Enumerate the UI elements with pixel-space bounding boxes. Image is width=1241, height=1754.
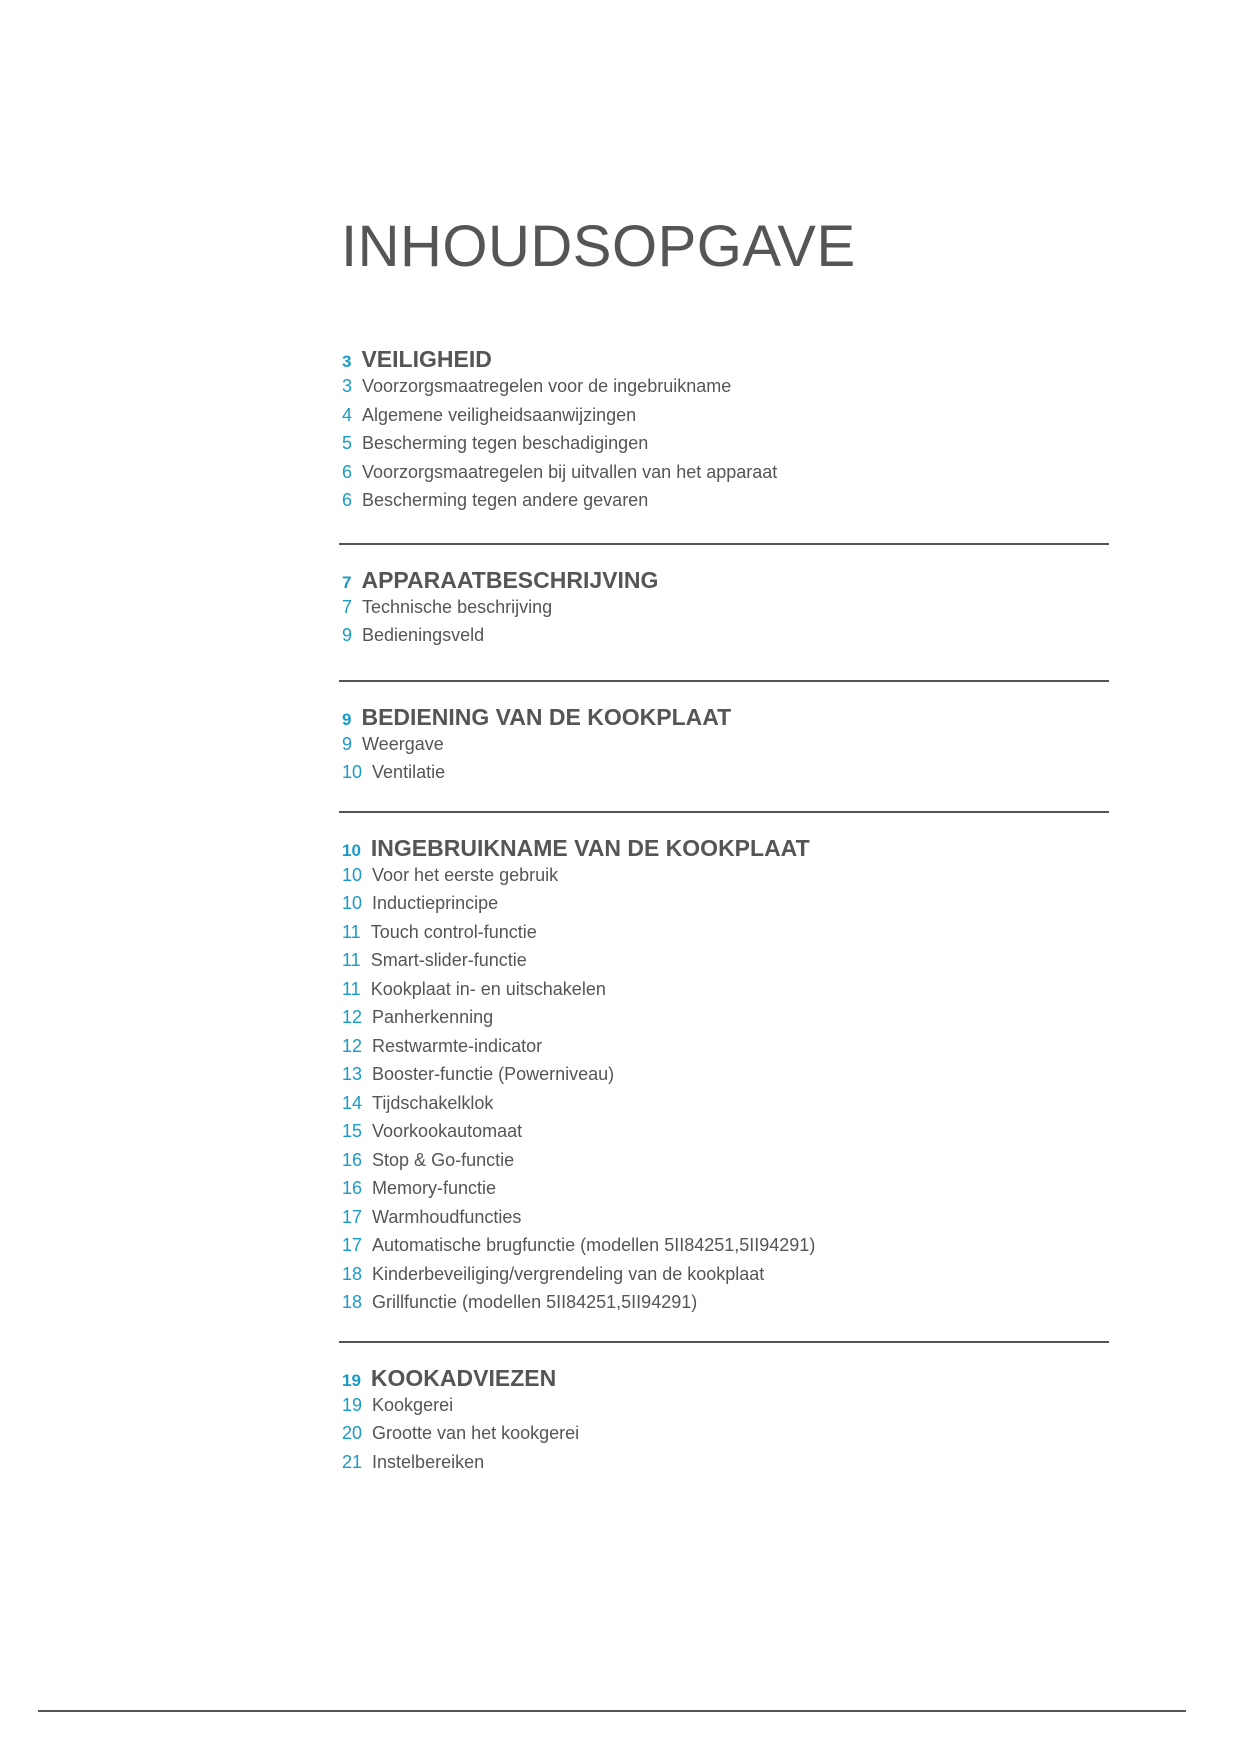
entry-label: Bescherming tegen beschadigingen	[362, 433, 649, 453]
entry-label: Weergave	[362, 733, 444, 754]
entry-page-number: 9	[342, 625, 353, 645]
toc-entry[interactable]	[339, 1292, 1109, 1321]
entry-label: Algemene veiligheidsaanwijzingen	[362, 404, 637, 425]
toc-entry[interactable]	[339, 597, 1109, 626]
entry-label: Stop & Go-functie	[372, 1149, 515, 1170]
toc-entry[interactable]	[339, 950, 1109, 979]
toc-entry[interactable]	[339, 490, 1109, 519]
toc-section-apparaatbeschrijving	[339, 567, 1109, 654]
toc-entry[interactable]	[339, 1395, 1109, 1424]
section-header[interactable]	[339, 567, 1109, 597]
toc-entry[interactable]	[339, 1093, 1109, 1122]
toc-entry[interactable]	[339, 1036, 1109, 1065]
entry-page-number: 10	[342, 864, 363, 885]
entry-label: Kookplaat in- en uitschakelen	[370, 978, 606, 999]
section-header[interactable]	[339, 1365, 1109, 1395]
entry-label: Instelbereiken	[372, 1451, 485, 1472]
toc-section-veiligheid	[339, 346, 1109, 519]
table-of-contents	[339, 346, 1109, 1480]
entry-label: Bedieningsveld	[362, 625, 485, 645]
entry-label: Kookgerei	[372, 1394, 454, 1415]
toc-entry[interactable]	[339, 1121, 1109, 1150]
section-page-number: 3	[342, 352, 352, 371]
section-page-number: 9	[342, 709, 352, 729]
toc-entry[interactable]	[339, 762, 1109, 791]
section-divider	[339, 1341, 1109, 1343]
toc-entry[interactable]	[339, 1452, 1109, 1481]
entry-page-number: 10	[342, 762, 363, 782]
entry-label: Voorzorgsmaatregelen bij uitvallen van het apparaat	[362, 461, 778, 482]
entry-label: Warmhoudfuncties	[372, 1206, 522, 1227]
entry-page-number: 17	[342, 1235, 363, 1255]
toc-entry[interactable]	[339, 1150, 1109, 1179]
entry-label: Kinderbeveiliging/vergrendeling van de kookplaat	[372, 1263, 765, 1284]
entry-label: Technische beschrijving	[362, 596, 553, 617]
section-title: APPARAATBESCHRIJVING	[361, 566, 659, 593]
entry-page-number: 18	[342, 1292, 363, 1312]
toc-entry[interactable]	[339, 1423, 1109, 1452]
toc-section-kookadviezen	[339, 1365, 1109, 1481]
entry-label: Tijdschakelklok	[372, 1092, 494, 1113]
toc-entry[interactable]	[339, 376, 1109, 405]
entry-label: Voor het eerste gebruik	[372, 864, 559, 885]
entry-page-number: 16	[342, 1178, 363, 1198]
section-page-number: 7	[342, 572, 352, 592]
entry-label: Voorzorgsmaatregelen voor de ingebruikname	[362, 376, 732, 396]
section-divider	[339, 543, 1109, 545]
entry-page-number: 16	[342, 1149, 363, 1170]
entry-label: Bescherming tegen andere gevaren	[362, 490, 649, 510]
toc-entry[interactable]	[339, 1264, 1109, 1293]
entry-page-number: 12	[342, 1007, 363, 1027]
section-title: VEILIGHEID	[361, 346, 492, 372]
section-header[interactable]	[339, 835, 1109, 865]
section-title: INGEBRUIKNAME VAN DE KOOKPLAAT	[370, 834, 810, 861]
entry-label: Grillfunctie (modellen 5II84251,5II94291)	[372, 1292, 698, 1312]
toc-entry[interactable]	[339, 1064, 1109, 1093]
entry-page-number: 19	[342, 1394, 363, 1415]
entry-label: Ventilatie	[372, 762, 446, 782]
toc-section-bediening	[339, 704, 1109, 791]
entry-label: Booster-functie (Powerniveau)	[372, 1064, 615, 1084]
toc-entry[interactable]	[339, 462, 1109, 491]
entry-label: Touch control-functie	[370, 921, 537, 942]
entry-label: Restwarmte-indicator	[372, 1035, 543, 1056]
toc-entry[interactable]	[339, 734, 1109, 763]
section-header[interactable]	[339, 704, 1109, 734]
toc-entry[interactable]	[339, 625, 1109, 654]
section-page-number: 19	[342, 1370, 361, 1390]
toc-entry[interactable]	[339, 1207, 1109, 1236]
toc-entry[interactable]	[339, 979, 1109, 1008]
entry-page-number: 3	[342, 376, 353, 396]
entry-page-number: 18	[342, 1263, 363, 1284]
entry-label: Automatische brugfunctie (modellen 5II84251,5II94291)	[372, 1235, 816, 1255]
entry-page-number: 14	[342, 1092, 363, 1113]
entry-page-number: 11	[342, 978, 361, 999]
entry-page-number: 10	[342, 893, 363, 913]
entry-label: Panherkenning	[372, 1007, 494, 1027]
toc-entry[interactable]	[339, 1235, 1109, 1264]
entry-page-number: 5	[342, 433, 353, 453]
entry-label: Voorkookautomaat	[372, 1121, 523, 1141]
toc-entry[interactable]	[339, 1007, 1109, 1036]
toc-section-ingebruikname	[339, 835, 1109, 1321]
toc-entry[interactable]	[339, 922, 1109, 951]
section-divider	[339, 811, 1109, 813]
section-title: BEDIENING VAN DE KOOKPLAAT	[361, 703, 732, 730]
entry-page-number: 4	[342, 404, 353, 425]
section-divider	[339, 680, 1109, 682]
entry-page-number: 6	[342, 461, 353, 482]
entry-page-number: 11	[342, 950, 361, 970]
entry-label: Grootte van het kookgerei	[372, 1423, 580, 1443]
entry-page-number: 20	[342, 1423, 363, 1443]
entry-page-number: 15	[342, 1121, 363, 1141]
entry-page-number: 13	[342, 1064, 363, 1084]
section-title: KOOKADVIEZEN	[370, 1364, 557, 1391]
entry-page-number: 17	[342, 1206, 363, 1227]
toc-entry[interactable]	[339, 433, 1109, 462]
toc-entry[interactable]	[339, 865, 1109, 894]
entry-page-number: 21	[342, 1451, 363, 1472]
entry-label: Inductieprincipe	[372, 893, 499, 913]
toc-entry[interactable]	[339, 893, 1109, 922]
entry-page-number: 9	[342, 733, 353, 754]
entry-page-number: 11	[342, 921, 361, 942]
section-page-number: 10	[342, 840, 361, 860]
toc-entry[interactable]	[339, 405, 1109, 434]
page-title: INHOUDSOPGAVE	[341, 214, 856, 279]
entry-page-number: 6	[342, 490, 353, 510]
toc-entry[interactable]	[339, 1178, 1109, 1207]
footer-rule	[38, 1710, 1186, 1712]
section-header[interactable]	[339, 346, 1109, 376]
entry-page-number: 12	[342, 1035, 363, 1056]
entry-label: Smart-slider-functie	[370, 950, 527, 970]
entry-label: Memory-functie	[372, 1178, 497, 1198]
entry-page-number: 7	[342, 596, 353, 617]
